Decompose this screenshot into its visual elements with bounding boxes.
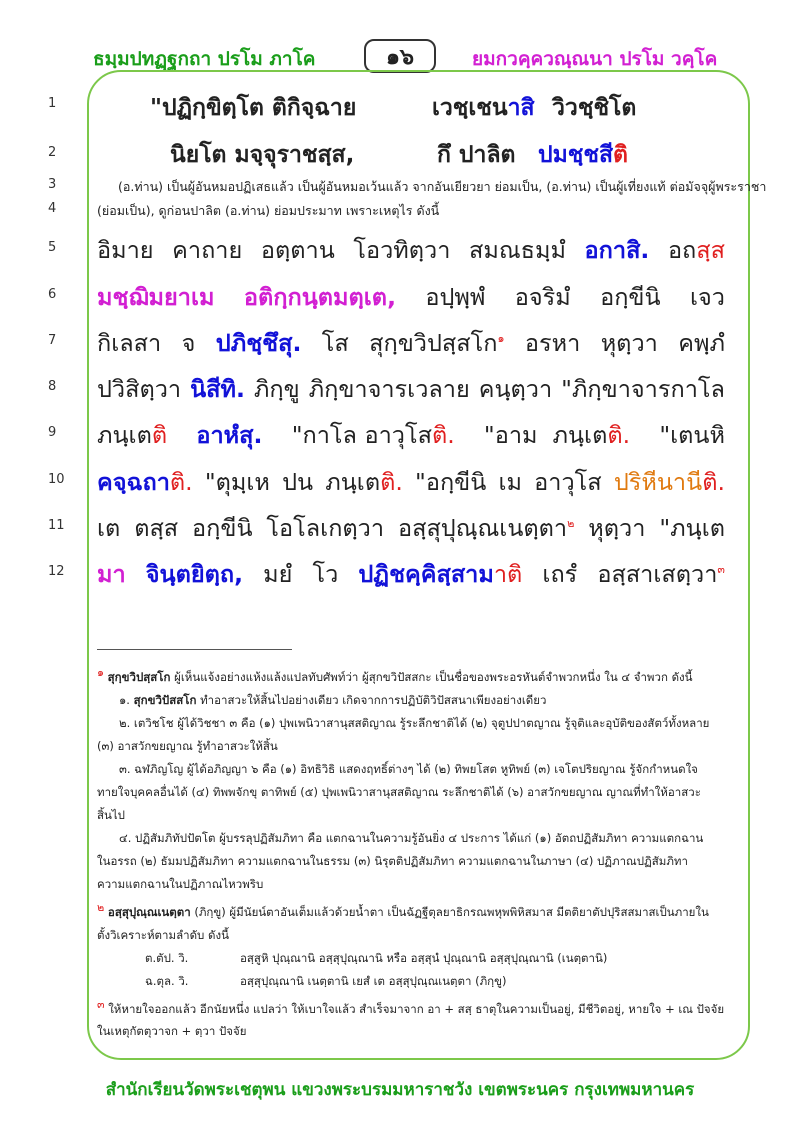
header-left: ธมฺมปทฏฺฐกถา ปรโม ภาโค	[93, 48, 316, 70]
body-line-10: คจฺฉถาติ. "ตุมฺเห ปน ภนฺเตติ. "อกฺขีนิ เม อาวุโส ปริหีนานีติ.	[97, 468, 725, 496]
line-number: 5	[48, 240, 57, 255]
line-number: 7	[48, 333, 57, 348]
footnote-1-item: ๒. เตวิชโช ผู้ได้วิชชา ๓ คือ (๑) ปุพเพนิวาสานุสสติญาณ รู้ระลึกชาติได้ (๒) จุตูปปาตญาณ รู้จุติและอุบัติของสัตว์ทั้งหลาย	[119, 715, 710, 730]
body-line-7: กิเลสา จ ปภิชฺชึสุ. โส สุกฺขวิปสฺสโก$^๑$ อรหา หุตฺวา คพฺภํ	[97, 329, 725, 357]
footnote-2: ๒ อสฺสุปุณฺณเนตฺตา (ภิกฺขู) ผู้มีนัยน์ตาอันเต็มแล้วด้วยน้ำตา เป็นฉัฏฐีตุลยาธิกรณพหุพพิหิสมาส มีตติยาตัปปุริสสมาสเป็นภายใน	[97, 900, 709, 919]
line-number: 12	[48, 564, 65, 579]
body-line-11: เต ตสฺส อกฺขีนิ โอโลเกตฺวา อสฺสุปุณฺณเนตฺตา$^๒$ หุตฺวา "ภนฺเต	[97, 514, 725, 542]
line-number: 9	[48, 425, 57, 440]
verse-line-1-c: วิวชฺชิโต	[552, 95, 637, 121]
footnote-2-cont: ตั้งวิเคราะห์ตามลำดับ ดังนี้	[97, 927, 229, 942]
footer: สำนักเรียนวัดพระเชตุพน แขวงพระบรมมหาราชวัง เขตพระนคร กรุงเทพมหานคร	[105, 1080, 695, 1100]
footnote-1-item: ๑. สุกขวิปัสสโก ทำอาสวะให้สิ้นไปอย่างเดียว เกิดจากการปฏิบัติวิปัสสนาเพียงอย่างเดียว	[119, 692, 547, 707]
footnote-1-item: ความแตกฉานในปฏิภาณไหวพริบ	[97, 876, 264, 891]
footnote-rule	[97, 649, 292, 650]
footnote-1-item: ๔. ปฏิสัมภิทัปปัตโต ผู้บรรลุปฏิสัมภิทา คือ แตกฉานในความรู้อันยิ่ง ๔ ประการ ได้แก่ (๑) อัตถปฏิสัมภิทา ความแตกฉาน	[119, 830, 704, 845]
verse-line-2-a: นิยโต มจฺจุราชสฺส,	[170, 142, 355, 168]
footnote-2-row: ต.ตัป. วิ. อสฺสูหิ ปุณฺณานิ อสฺสุปุณฺณานิ หรือ อสฺสุนํ ปุณฺณานิ อสฺสุปุณฺณานิ (เนตฺตานิ)	[145, 950, 608, 965]
translation-line-3: (อ.ท่าน) เป็นผู้อันหมอปฏิเสธแล้ว เป็นผู้อันหมอเว้นแล้ว จากอันเยียวยา ย่อมเป็น, (อ.ท่าน) เป็นผู้เที่ยงแท้ ต่อมัจจุผู้พระราชา	[118, 179, 767, 194]
page-number: ๑๖	[364, 39, 436, 73]
body-line-8: ปวิสิตฺวา นิสีทิ. ภิกฺขู ภิกฺขาจารเวลาย คนฺตฺวา "ภิกฺขาจารกาโล	[97, 375, 725, 403]
footnotes	[97, 661, 729, 1043]
footnote-1-item: ๓. ฉฬภิญโญ ผู้ได้อภิญญา ๖ คือ (๑) อิทธิวิธิ แสดงฤทธิ์ต่างๆ ได้ (๒) ทิพยโสต หูทิพย์ (๓) เจโตปริยญาณ รู้จักกำหนดใจ	[119, 761, 698, 776]
verse-line-1-a: "ปฏิกฺขิตฺโต ติกิจฺฉาย	[150, 95, 357, 121]
line-number: 6	[48, 287, 57, 302]
translation-line-4: (ย่อมเป็น), ดูก่อนปาลิต (อ.ท่าน) ย่อมประมาท เพราะเหตุไร ดังนี้	[97, 203, 440, 218]
body-line-9: ภนฺเตติ อาหํสุ. "กาโล อาวุโสติ. "อาม ภนฺเตติ. "เตนหิ	[97, 421, 725, 449]
line-number: 1	[48, 96, 57, 111]
line-number: 3	[48, 177, 57, 192]
verse-line-2-b: กึ ปาลิต	[437, 142, 516, 168]
verse-line-2-c: ปมชฺชสีติ	[538, 142, 628, 168]
line-number: 2	[48, 145, 57, 160]
line-number: 4	[48, 201, 57, 216]
verse-line-1-b: เวชฺเชนาสิ	[432, 95, 535, 121]
line-number: 11	[48, 518, 65, 533]
footnote-2-row: ฉ.ตุล. วิ. อสฺสุปุณฺณานิ เนตฺตานิ เยสํ เต อสฺสุปุณฺณเนตฺตา (ภิกฺขู)	[145, 973, 507, 988]
footnote-3-cont: ในเหตุกัตตุวาจก + ตฺวา ปัจจัย	[97, 1024, 247, 1039]
footnote-1-item: ทายใจบุคคลอื่นได้ (๔) ทิพพจักขุ ตาทิพย์ (๕) ปุพเพนิวาสานุสสติญาณ ระลึกชาติได้ (๖) อาสวักขยญาณ ญาณที่ทำให้อาสวะ	[97, 784, 701, 799]
footnote-1-item: (๓) อาสวักขยญาณ รู้ทำอาสวะให้สิ้น	[97, 738, 278, 753]
body-line-6: มชฺฌิมยาเม อติกฺกนฺตมตฺเต, อปฺพฺพํ อจริมํ อกฺขีนิ เจว	[97, 283, 725, 311]
line-number: 8	[48, 379, 57, 394]
footnote-1: ๑ สุกฺขวิปสฺสโก ผู้เห็นแจ้งอย่างแห้งแล้งแปลทับศัพท์ว่า ผู้สุกขวิปัสสกะ เป็นชื่อของพระอรหันต์จำพวกหนึ่ง ใน ๔ จำพวก ดังนี้	[97, 666, 693, 684]
body-line-12: มา จินฺตยิตฺถ, มยํ โว ปฏิชคฺคิสฺสามาติ เถรํ อสฺสาเสตฺวา$^๓$	[97, 560, 725, 588]
header-right: ยมกวคฺควณฺณนา ปรโม วคฺโค	[472, 48, 718, 70]
footnote-1-item: ในอรรถ (๒) ธัมมปฏิสัมภิทา ความแตกฉานในธรรม (๓) นิรุตติปฏิสัมภิทา ความแตกฉานในภาษา (๔) ปฏิภาณปฏิสัมภิทา	[97, 853, 688, 868]
line-number: 10	[48, 472, 65, 487]
footnote-3: ๓ ให้หายใจออกแล้ว อีกนัยหนึ่ง แปลว่า ให้เบาใจแล้ว สำเร็จมาจาก อา + สสฺ ธาตุในความเป็นอยู่, มีชีวิตอยู่, หายใจ + เณ ปัจจัย	[97, 997, 725, 1016]
body-line-5: อิมาย คาถาย อตฺตาน โอวทิตฺวา สมณธมฺมํ อกาสิ. อถสฺส	[97, 236, 725, 264]
footnote-1-item: สิ้นไป	[97, 807, 125, 822]
